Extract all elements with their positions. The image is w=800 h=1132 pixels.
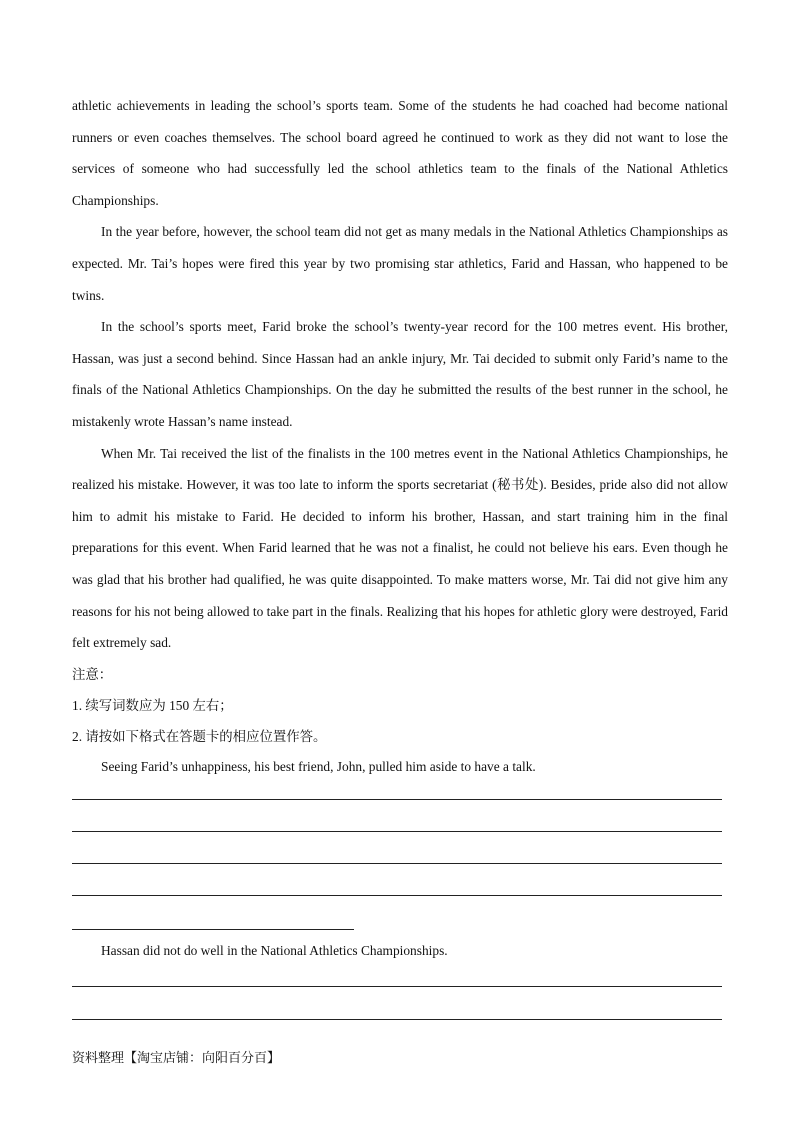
answer-line bbox=[72, 1019, 722, 1020]
answer-line-short bbox=[72, 929, 354, 930]
answer-line bbox=[72, 895, 722, 896]
passage-paragraph-1: athletic achievements in leading the school’s sports team. Some of the students he had coached had become national runners or even coaches themselves. The school board agreed he continued to work as they did not want to lose the services of someone who had successfully led the school athletics team to the finals of the National Athletics Championships. bbox=[72, 98, 728, 208]
passage-paragraph-3: In the school’s sports meet, Farid broke the school’s twenty-year record for the 100 metres event. His brother, Hassan, was just a second behind. Since Hassan had an ankle injury, Mr. Tai decided to submit only Farid’s name to the finals of the National Athletics Championships. On the day he submitted the results of the best runner in the school, he mistakenly wrote Hassan’s name instead. bbox=[72, 319, 728, 429]
notes-heading: 注意： bbox=[72, 667, 113, 682]
passage-paragraph-4: When Mr. Tai received the list of the finalists in the 100 metres event in the National Athletics Championships, he realized his mistake. However, it was too late to inform the sports secretariat (秘书处). Besides, pride also did not allow him to admit his mistake to Farid. He decided to inform his brother, Hassan, and start training him in the final preparations for this event. When Farid learned that he was not a finalist, he could not believe his ears. Even though he was glad that his brother had qualified, he was quite disappointed. To make matters worse, Mr. Tai did not give him any reasons for his not being allowed to take part in the finals. Realizing that his hopes for athletic glory were destroyed, Farid felt extremely sad. bbox=[72, 445, 728, 651]
passage-paragraph-2: In the year before, however, the school team did not get as many medals in the National Athletics Championships as expected. Mr. Tai’s hopes were fired this year by two promising star athletics, Farid and Hassan, who happened to be twins. bbox=[72, 224, 728, 303]
passage bbox=[72, 90, 728, 659]
footer-source: 资料整理【淘宝店铺：向阳百分百】 bbox=[72, 1051, 281, 1066]
answer-line bbox=[72, 863, 722, 864]
answer-line bbox=[72, 799, 722, 800]
notes-item-2: 2. 请按如下格式在答题卡的相应位置作答。 bbox=[72, 729, 327, 744]
continuation-prompt-1: Seeing Farid’s unhappiness, his best friend, John, pulled him aside to have a talk. bbox=[101, 759, 536, 774]
answer-line bbox=[72, 831, 722, 832]
answer-line bbox=[72, 986, 722, 987]
continuation-prompt-2: Hassan did not do well in the National Athletics Championships. bbox=[101, 943, 448, 958]
notes-item-1: 1. 续写词数应为 150 左右； bbox=[72, 698, 233, 713]
